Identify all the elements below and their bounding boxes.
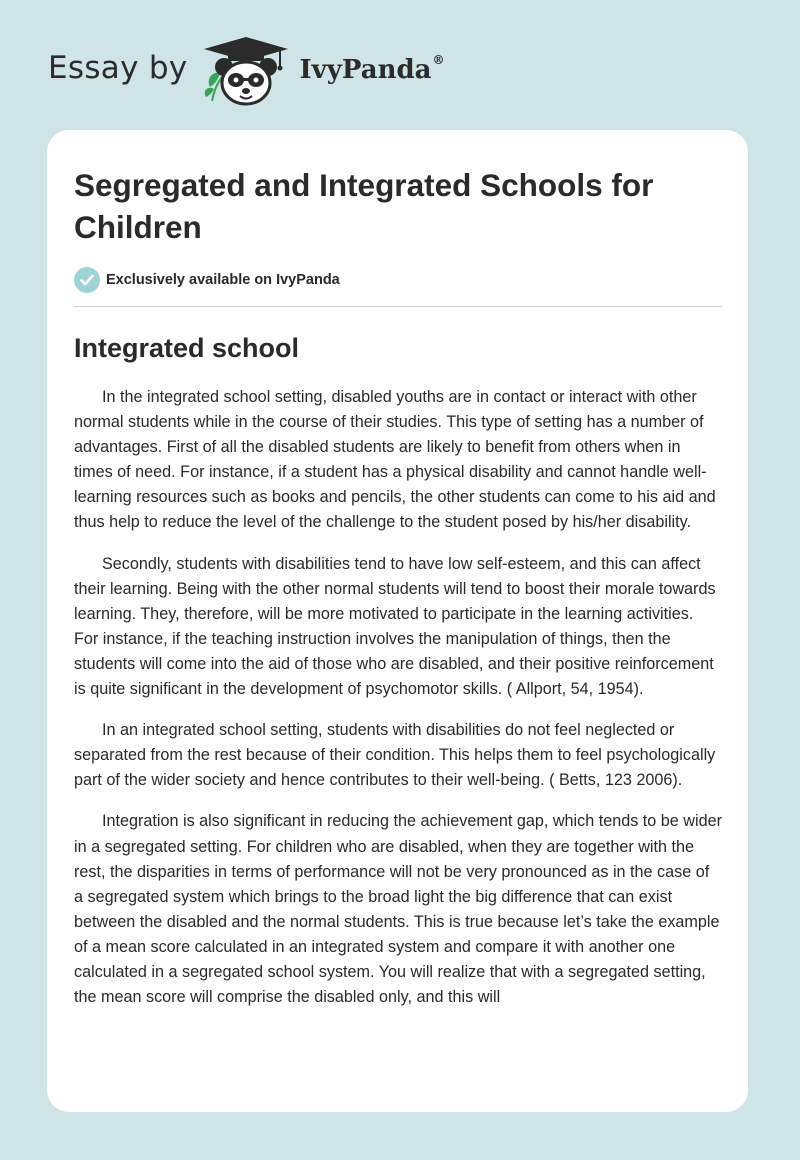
exclusive-badge: [74, 266, 722, 294]
divider: [74, 306, 722, 307]
brand-name-text: IvyPanda: [299, 55, 432, 85]
paragraph: In the integrated school setting, disabled youths are in contact or interact with other normal students while in the course of their studies. This type of setting has a number of advantages. First of all the disabled students are likely to benefit from others when in times of need. For instance, if a student has a physical disability and cannot handle well-learning resources such as books and pencils, the other students can come to his aid and thus help to reduce the level of the challenge to the student posed by his/her disability.: [74, 388, 716, 532]
panda-graduate-logo-icon: [198, 35, 294, 107]
essay-title: Segregated and Integrated Schools for Children: [74, 167, 654, 245]
essay-body: [74, 385, 722, 1010]
trademark-symbol: ®: [432, 53, 445, 67]
paragraph: Secondly, students with disabilities tend to have low self-esteem, and this can affect their learning. Being with the other normal students will tend to boost their morale towards learning. They, therefore, will be more motivated to participate in the learning activities. For instance, if the teaching instruction involves the manipulation of things, then the students will come into the aid of those who are disabled, and their positive reinforcement is quite significant in the development of psychomotor skills. ( Allport, 54, 1954).: [74, 554, 716, 699]
check-circle-icon: [74, 267, 100, 293]
brand-prefix: Essay by: [48, 50, 188, 86]
essay-card: [47, 130, 748, 1112]
brand-name: [300, 55, 445, 85]
brand-header: [48, 36, 445, 106]
section-heading: Integrated school: [74, 333, 300, 363]
paragraph: In an integrated school setting, students with disabilities do not feel neglected or separated from the rest because of their condition. This helps them to feel psychologically part of the wider society and hence contributes to their well-being. ( Betts, 123 2006).: [74, 721, 716, 790]
paragraph: Integration is also significant in reducing the achievement gap, which tends to be wider in a segregated setting. For children who are disabled, when they are together with the rest, the disparities in terms of performance will not be very pronounced as in the case of a segregated system which brings to the broad light the big difference that can exist between the disabled and the normal students. This is true because let’s take the example of a mean score calculated in an integrated system and compare it with another one calculated in a segregated school system. You will realize that with a segregated setting, the mean score will comprise the disabled only, and this will: [74, 812, 722, 1007]
exclusive-label: Exclusively available on IvyPanda: [106, 272, 340, 288]
essay-content: [74, 164, 722, 1026]
